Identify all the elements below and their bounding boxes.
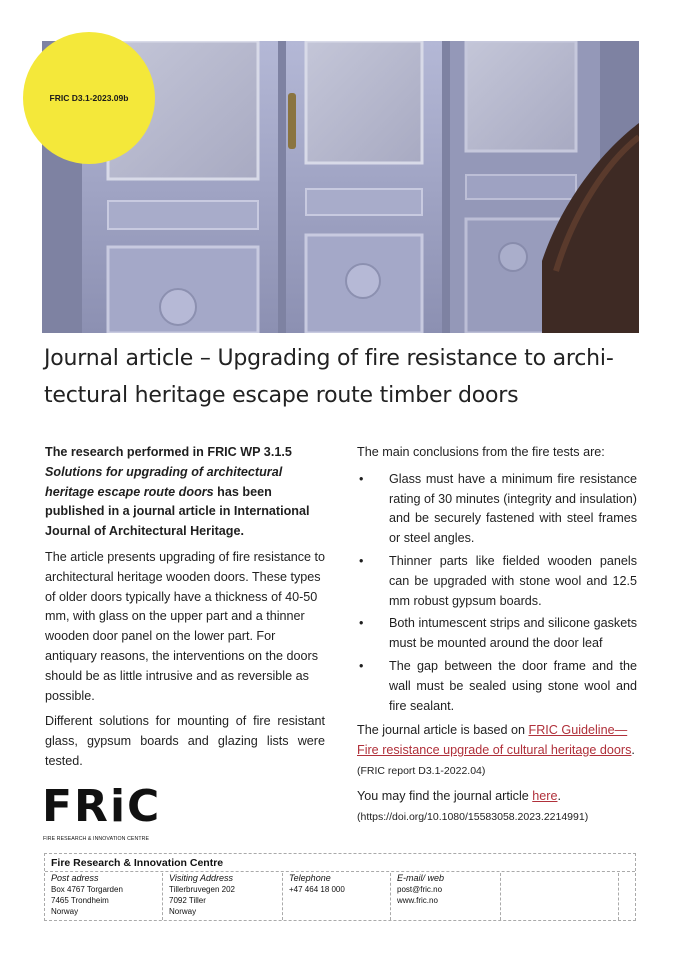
based-on-period: . <box>631 743 635 758</box>
title-line-1: Journal article – Upgrading of fire resistance to archi- <box>44 346 614 371</box>
list-item <box>357 552 637 611</box>
conclusions-list <box>357 470 637 717</box>
find-period: . <box>557 788 561 803</box>
bullet-icon: • <box>359 658 364 673</box>
article-description: The article presents upgrading of fire resistance to architectural heritage wooden doors. These types of older doors typically have a thickness of 40-50 mm, with glass on the upper part and a thinner wooden door panel on the lower part. For antiquary reasons, the interventions on the doors should be as little intrusive and as reversible as possible. <box>45 549 326 703</box>
bullet-text: Glass must have a minimum fire resistance rating of 30 minutes (integrity and insulation) and be securely fastened with steel frames or steel angles. <box>389 471 637 546</box>
column-line: Box 4767 Torgarden <box>51 885 123 894</box>
lead-text-2: has been published in a journal article in International Journal of Architectural Heritage. <box>45 484 310 539</box>
find-article-paragraph <box>357 787 637 828</box>
based-on-text: The journal article is based on <box>357 723 529 738</box>
right-column <box>357 443 637 827</box>
column-heading: E-mail/ web <box>397 873 445 883</box>
report-reference: (FRIC report D3.1-2022.04) <box>357 764 486 777</box>
column-heading: Telephone <box>289 873 331 883</box>
visiting-address-column <box>163 873 283 920</box>
list-item <box>357 657 637 716</box>
list-item <box>357 614 637 654</box>
logo-tagline: FIRE RESEARCH & INNOVATION CENTRE <box>43 836 150 842</box>
doi-reference: (https://doi.org/10.1080/15583058.2023.2214991) <box>357 810 589 823</box>
column-line: post@fric.no <box>397 885 443 894</box>
column-line: Norway <box>51 907 79 916</box>
bullet-text: The gap between the door frame and the wall must be sealed using stone wool and fire sealant. <box>389 658 637 713</box>
article-link[interactable]: here <box>532 788 558 803</box>
bullet-icon: • <box>359 471 364 486</box>
email-web-column <box>391 873 501 920</box>
document-id: FRIC D3.1-2023.09b <box>49 93 129 103</box>
contact-footer <box>44 853 636 921</box>
find-text: You may find the journal article <box>357 788 533 803</box>
footer-title: Fire Research & Innovation Centre <box>51 857 224 869</box>
column-line: 7465 Trondheim <box>51 896 109 905</box>
column-line: Tillerbruvegen 202 <box>169 885 235 894</box>
bullet-text: Both intumescent strips and silicone gaskets must be mounted around the door leaf <box>389 616 637 651</box>
page-title <box>44 340 644 414</box>
lead-text-1: The research performed in FRIC WP 3.1.5 <box>45 445 292 459</box>
fric-logo <box>42 781 172 846</box>
telephone-column <box>283 873 391 920</box>
post-address-column <box>45 873 163 920</box>
bullet-icon: • <box>359 616 364 631</box>
bullet-text: Thinner parts like fielded wooden panels can be upgraded with stone wool and 12.5 mm robust gypsum boards. <box>389 553 637 608</box>
column-heading: Visiting Address <box>169 873 234 883</box>
column-line: Norway <box>169 907 197 916</box>
document-id-badge <box>23 32 155 164</box>
footer-divider <box>45 871 635 872</box>
title-line-2: tectural heritage escape route timber doors <box>44 383 519 408</box>
list-item <box>357 470 637 549</box>
empty-column <box>501 873 619 920</box>
left-column <box>45 443 325 778</box>
tested-solutions: Different solutions for mounting of fire resistant glass, gypsum boards and glazing lists were tested. <box>45 714 325 768</box>
column-line: www.fric.no <box>397 896 438 905</box>
column-heading: Post adress <box>51 873 99 883</box>
based-on-paragraph <box>357 721 637 781</box>
guideline-link[interactable]: FRIC Guideline—Fire resistance upgrade of cultural heritage doors <box>357 723 632 758</box>
column-line: 7092 Tiller <box>169 896 206 905</box>
lead-project-title: Solutions for upgrading of architectural heritage escape route doors <box>45 464 283 499</box>
logo-wordmark: FRiC <box>42 781 162 832</box>
column-line: +47 464 18 000 <box>289 885 345 894</box>
lead-paragraph <box>45 443 325 542</box>
conclusions-intro: The main conclusions from the fire tests are: <box>357 445 605 459</box>
bullet-icon: • <box>359 553 364 568</box>
